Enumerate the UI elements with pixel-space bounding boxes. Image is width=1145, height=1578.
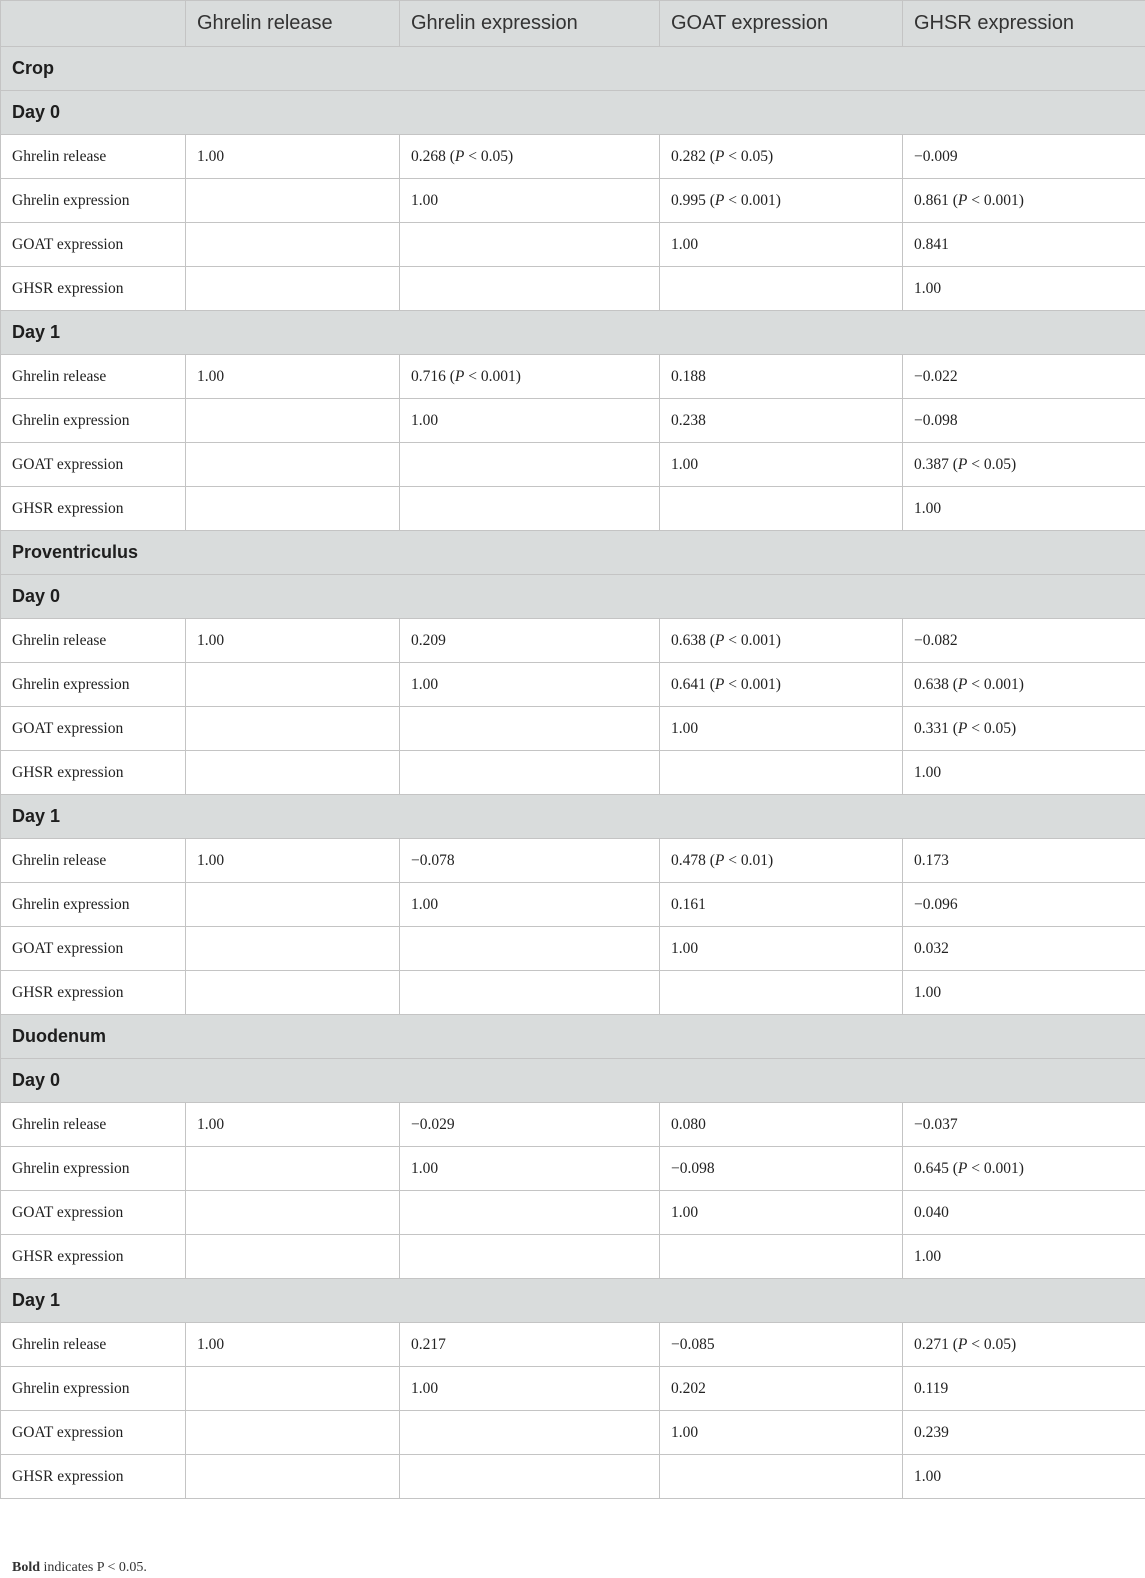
table-row xyxy=(1,883,1145,927)
table-row xyxy=(1,1455,1145,1499)
correlation-cell: 1.00 xyxy=(186,839,400,883)
correlation-cell: 1.00 xyxy=(186,355,400,399)
correlation-cell: 1.00 xyxy=(400,1367,660,1411)
row-label: Ghrelin expression xyxy=(1,1147,186,1191)
correlation-cell xyxy=(186,267,400,311)
table-row xyxy=(1,267,1145,311)
correlation-cell xyxy=(400,751,660,795)
day-group-row xyxy=(1,1279,1145,1323)
correlation-cell: 0.478 (P < 0.01) xyxy=(660,839,903,883)
correlation-cell: 0.331 (P < 0.05) xyxy=(903,707,1145,751)
table-row xyxy=(1,751,1145,795)
correlation-cell: 0.188 xyxy=(660,355,903,399)
table-row xyxy=(1,663,1145,707)
correlation-cell: 1.00 xyxy=(903,1455,1145,1499)
correlation-cell: 0.032 xyxy=(903,927,1145,971)
day-label: Day 0 xyxy=(1,1059,1145,1103)
correlation-cell: 1.00 xyxy=(186,135,400,179)
correlation-cell xyxy=(400,971,660,1015)
correlation-cell xyxy=(186,1455,400,1499)
correlation-cell: 1.00 xyxy=(186,1323,400,1367)
correlation-cell xyxy=(186,179,400,223)
day-label: Day 1 xyxy=(1,1279,1145,1323)
correlation-cell: 0.638 (P < 0.001) xyxy=(660,619,903,663)
table-row xyxy=(1,443,1145,487)
tissue-label: Crop xyxy=(1,47,1145,91)
correlation-cell xyxy=(400,443,660,487)
correlation-cell xyxy=(400,1235,660,1279)
correlation-cell xyxy=(186,1367,400,1411)
correlation-cell: 0.638 (P < 0.001) xyxy=(903,663,1145,707)
correlation-cell xyxy=(660,1455,903,1499)
correlation-cell xyxy=(186,487,400,531)
tissue-group-row xyxy=(1,1015,1145,1059)
header-cell xyxy=(1,1,186,47)
day-group-row xyxy=(1,575,1145,619)
correlation-cell: 0.173 xyxy=(903,839,1145,883)
correlation-cell: 1.00 xyxy=(400,1147,660,1191)
row-label: Ghrelin release xyxy=(1,1323,186,1367)
day-group-row xyxy=(1,311,1145,355)
correlation-cell xyxy=(186,1411,400,1455)
tissue-label: Proventriculus xyxy=(1,531,1145,575)
correlation-cell xyxy=(186,883,400,927)
row-label: Ghrelin expression xyxy=(1,179,186,223)
tissue-label: Duodenum xyxy=(1,1015,1145,1059)
table-row xyxy=(1,619,1145,663)
correlation-cell: −0.082 xyxy=(903,619,1145,663)
table-row xyxy=(1,1367,1145,1411)
correlation-cell xyxy=(660,751,903,795)
correlation-cell: 1.00 xyxy=(400,663,660,707)
correlation-cell xyxy=(400,487,660,531)
correlation-cell: 1.00 xyxy=(186,619,400,663)
correlation-cell xyxy=(400,1191,660,1235)
correlation-cell xyxy=(186,971,400,1015)
correlation-cell: −0.009 xyxy=(903,135,1145,179)
row-label: GHSR expression xyxy=(1,1455,186,1499)
correlation-cell xyxy=(186,927,400,971)
day-label: Day 1 xyxy=(1,311,1145,355)
correlation-cell: 0.861 (P < 0.001) xyxy=(903,179,1145,223)
correlation-cell: −0.037 xyxy=(903,1103,1145,1147)
tissue-group-row xyxy=(1,531,1145,575)
tissue-group-row xyxy=(1,47,1145,91)
correlation-cell xyxy=(186,1147,400,1191)
table-row xyxy=(1,179,1145,223)
correlation-cell: −0.029 xyxy=(400,1103,660,1147)
row-label: Ghrelin release xyxy=(1,355,186,399)
correlation-cell: −0.078 xyxy=(400,839,660,883)
correlation-cell xyxy=(186,663,400,707)
row-label: Ghrelin release xyxy=(1,135,186,179)
correlation-cell: 1.00 xyxy=(903,1235,1145,1279)
correlation-cell: 0.995 (P < 0.001) xyxy=(660,179,903,223)
table-row xyxy=(1,971,1145,1015)
correlation-cell xyxy=(186,751,400,795)
correlation-cell: 0.282 (P < 0.05) xyxy=(660,135,903,179)
correlation-cell xyxy=(400,707,660,751)
row-label: GHSR expression xyxy=(1,267,186,311)
correlation-cell: 1.00 xyxy=(903,751,1145,795)
correlation-cell xyxy=(660,267,903,311)
table-row xyxy=(1,1147,1145,1191)
correlation-cell xyxy=(186,399,400,443)
table-row xyxy=(1,1411,1145,1455)
correlation-cell xyxy=(186,707,400,751)
correlation-cell: 0.161 xyxy=(660,883,903,927)
correlation-cell xyxy=(660,1235,903,1279)
correlation-cell xyxy=(186,223,400,267)
row-label: Ghrelin expression xyxy=(1,399,186,443)
row-label: GHSR expression xyxy=(1,971,186,1015)
day-group-row xyxy=(1,795,1145,839)
correlation-cell: 1.00 xyxy=(903,971,1145,1015)
day-label: Day 0 xyxy=(1,91,1145,135)
correlation-cell: −0.022 xyxy=(903,355,1145,399)
row-label: GHSR expression xyxy=(1,1235,186,1279)
correlation-cell: 0.080 xyxy=(660,1103,903,1147)
row-label: GOAT expression xyxy=(1,223,186,267)
correlation-cell: 1.00 xyxy=(400,179,660,223)
correlation-cell: 1.00 xyxy=(660,707,903,751)
correlation-cell: 1.00 xyxy=(186,1103,400,1147)
correlation-cell xyxy=(186,1191,400,1235)
row-label: Ghrelin expression xyxy=(1,1367,186,1411)
correlation-cell: −0.096 xyxy=(903,883,1145,927)
correlation-cell: −0.098 xyxy=(660,1147,903,1191)
correlation-cell: −0.085 xyxy=(660,1323,903,1367)
correlation-cell: 0.268 (P < 0.05) xyxy=(400,135,660,179)
table-body xyxy=(1,47,1145,1499)
table-row xyxy=(1,487,1145,531)
correlation-cell xyxy=(400,1455,660,1499)
footnote-text: indicates P < 0.05. xyxy=(40,1560,147,1575)
correlation-cell xyxy=(400,927,660,971)
day-label: Day 0 xyxy=(1,575,1145,619)
row-label: GOAT expression xyxy=(1,443,186,487)
correlation-cell: 0.641 (P < 0.001) xyxy=(660,663,903,707)
correlation-cell: 1.00 xyxy=(660,927,903,971)
table-row xyxy=(1,1103,1145,1147)
day-label: Day 1 xyxy=(1,795,1145,839)
row-label: Ghrelin release xyxy=(1,839,186,883)
correlation-cell xyxy=(400,267,660,311)
correlation-cell: 0.645 (P < 0.001) xyxy=(903,1147,1145,1191)
correlation-cell: 0.387 (P < 0.05) xyxy=(903,443,1145,487)
footnote-bold: Bold xyxy=(12,1560,41,1575)
correlation-cell: 0.209 xyxy=(400,619,660,663)
header-cell: Ghrelin expression xyxy=(400,1,660,47)
row-label: Ghrelin release xyxy=(1,1103,186,1147)
table-row xyxy=(1,355,1145,399)
table-row xyxy=(1,927,1145,971)
table-row xyxy=(1,1191,1145,1235)
correlation-cell: 0.239 xyxy=(903,1411,1145,1455)
row-label: Ghrelin release xyxy=(1,619,186,663)
row-label: GOAT expression xyxy=(1,1411,186,1455)
correlation-cell xyxy=(660,971,903,1015)
table-header-row xyxy=(1,1,1145,47)
row-label: Ghrelin expression xyxy=(1,883,186,927)
correlation-cell: 1.00 xyxy=(903,487,1145,531)
table-row xyxy=(1,707,1145,751)
table-row xyxy=(1,1235,1145,1279)
correlation-cell xyxy=(186,1235,400,1279)
table-row xyxy=(1,839,1145,883)
correlation-cell: 0.202 xyxy=(660,1367,903,1411)
correlation-cell: 1.00 xyxy=(660,223,903,267)
correlation-cell xyxy=(186,443,400,487)
correlation-cell: 0.238 xyxy=(660,399,903,443)
row-label: GHSR expression xyxy=(1,751,186,795)
row-label: GOAT expression xyxy=(1,707,186,751)
correlation-cell: 0.217 xyxy=(400,1323,660,1367)
table-footnote xyxy=(12,1561,147,1575)
header-cell: Ghrelin release xyxy=(186,1,400,47)
correlation-cell xyxy=(400,223,660,267)
row-label: GOAT expression xyxy=(1,1191,186,1235)
correlation-cell: 0.841 xyxy=(903,223,1145,267)
day-group-row xyxy=(1,91,1145,135)
correlation-cell xyxy=(660,487,903,531)
correlation-cell: 0.119 xyxy=(903,1367,1145,1411)
row-label: Ghrelin expression xyxy=(1,663,186,707)
table-row xyxy=(1,135,1145,179)
correlation-cell: 1.00 xyxy=(660,1191,903,1235)
correlation-cell xyxy=(400,1411,660,1455)
correlation-cell: 1.00 xyxy=(660,1411,903,1455)
correlation-cell: 1.00 xyxy=(660,443,903,487)
correlation-cell: 0.040 xyxy=(903,1191,1145,1235)
row-label: GOAT expression xyxy=(1,927,186,971)
correlation-cell: −0.098 xyxy=(903,399,1145,443)
table-row xyxy=(1,399,1145,443)
header-cell: GHSR expression xyxy=(903,1,1145,47)
correlation-cell: 1.00 xyxy=(400,399,660,443)
correlation-cell: 0.716 (P < 0.001) xyxy=(400,355,660,399)
day-group-row xyxy=(1,1059,1145,1103)
correlation-cell: 1.00 xyxy=(903,267,1145,311)
correlation-cell: 0.271 (P < 0.05) xyxy=(903,1323,1145,1367)
table-row xyxy=(1,223,1145,267)
header-cell: GOAT expression xyxy=(660,1,903,47)
correlation-cell: 1.00 xyxy=(400,883,660,927)
row-label: GHSR expression xyxy=(1,487,186,531)
table-row xyxy=(1,1323,1145,1367)
